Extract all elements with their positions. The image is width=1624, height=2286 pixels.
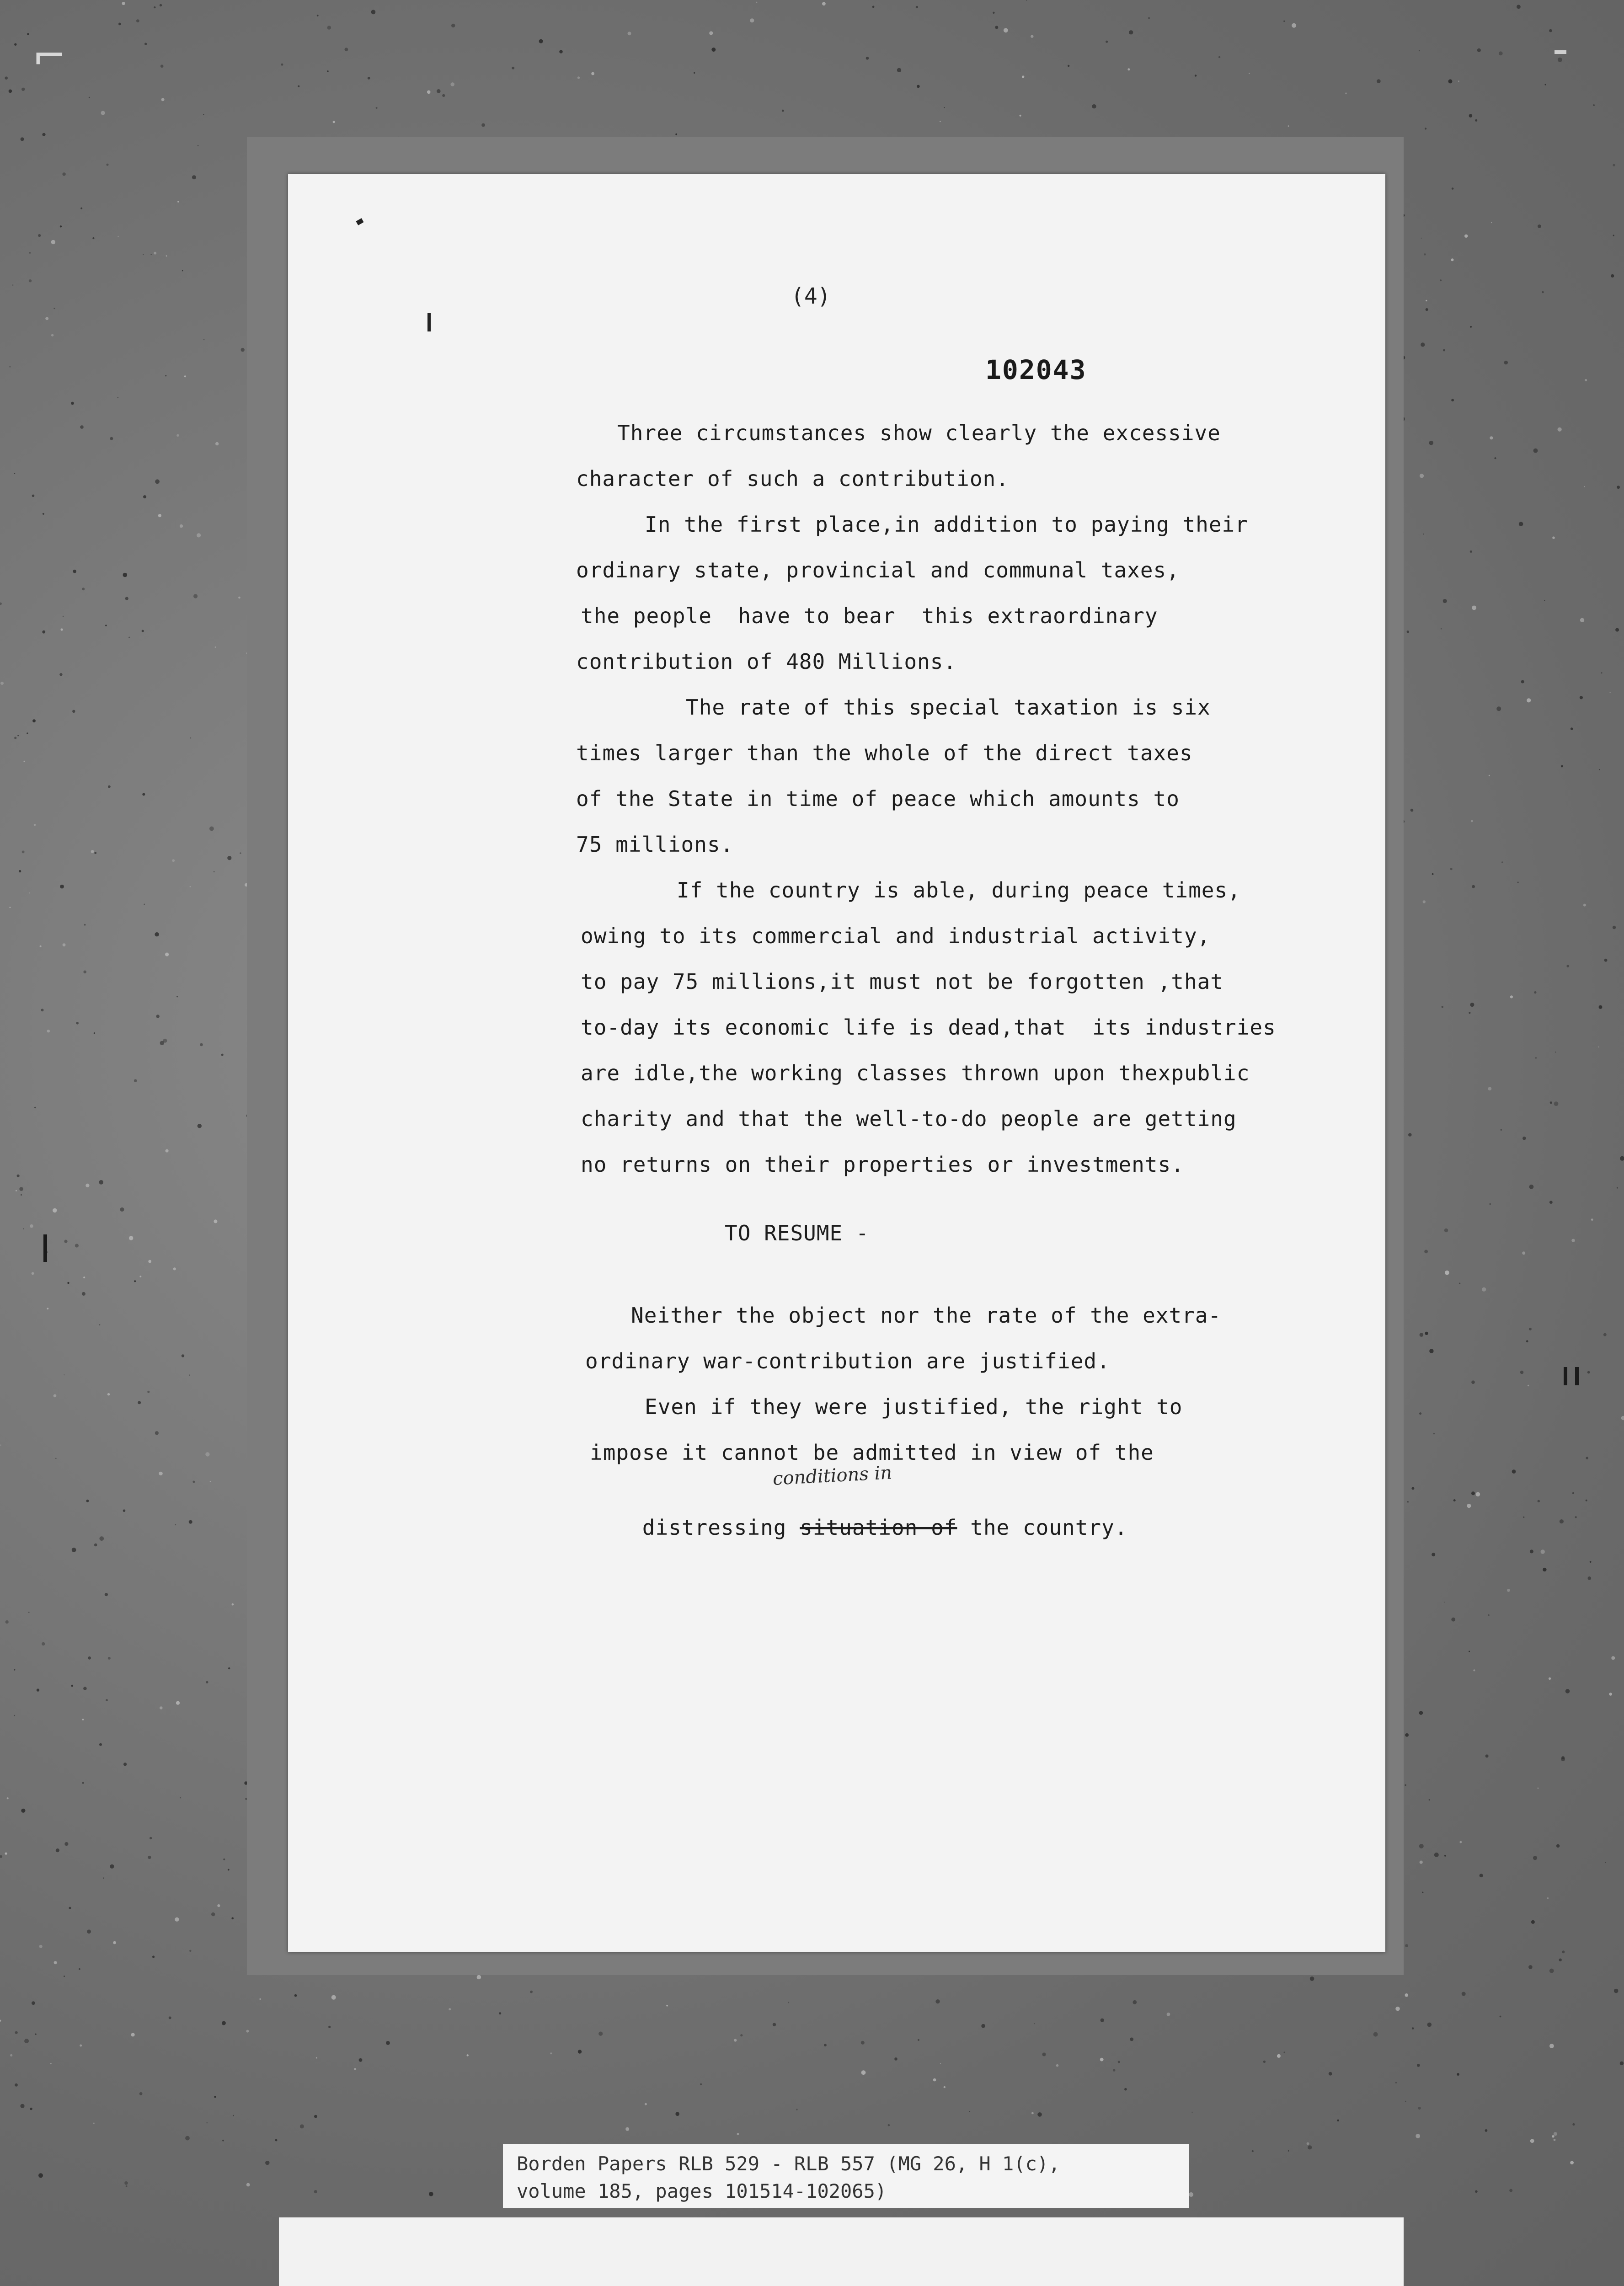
text-line: Three circumstances show clearly the excessive — [617, 421, 1221, 445]
citation-slip — [503, 2144, 1189, 2208]
text-line: character of such a contribution. — [576, 466, 1009, 491]
text-line: to-day its economic life is dead,that its industries — [581, 1015, 1276, 1040]
text-line: times larger than the whole of the direct taxes — [576, 741, 1193, 765]
text-line: ordinary state, provincial and communal taxes, — [576, 558, 1180, 582]
text-line: Even if they were justified, the right to — [645, 1394, 1183, 1419]
archives-label — [279, 2217, 1404, 2286]
text-fragment: the country. — [957, 1515, 1128, 1540]
text-line: If the country is able, during peace times, — [677, 878, 1241, 903]
handwritten-insertion: conditions in — [772, 1462, 893, 1490]
text-line: charity and that the well-to-do people are getting — [581, 1106, 1237, 1131]
edge-mark — [1575, 1367, 1579, 1385]
document-id-stamp: 102043 — [985, 354, 1087, 385]
edge-mark — [43, 1234, 47, 1262]
text-line: of the State in time of peace which amounts to — [576, 786, 1180, 811]
page-number: (4) — [791, 283, 831, 309]
text-line: to pay 75 millions,it must not be forgotten ,that — [581, 969, 1224, 994]
citation-line: Borden Papers RLB 529 - RLB 557 (MG 26, H 1(c), — [517, 2152, 1060, 2175]
text-fragment: distressing — [642, 1515, 800, 1540]
citation-line: volume 185, pages 101514-102065) — [517, 2180, 887, 2202]
ink-speck — [356, 218, 363, 225]
text-line: 75 millions. — [576, 832, 734, 857]
crop-mark-top-left: ⌐ — [32, 32, 67, 80]
text-line: the people have to bear this extraordinary — [581, 604, 1158, 628]
text-line: no returns on their properties or investments. — [581, 1152, 1184, 1177]
margin-mark — [427, 313, 431, 331]
text-line-with-correction — [590, 1490, 1128, 1565]
document-page — [288, 174, 1385, 1952]
text-line: ordinary war-contribution are justified. — [585, 1349, 1110, 1373]
text-line: owing to its commercial and industrial activity, — [581, 924, 1211, 948]
text-line: are idle,the working classes thrown upon thexpublic — [581, 1061, 1250, 1085]
edge-mark — [1564, 1367, 1567, 1385]
text-line: Neither the object nor the rate of the extra- — [631, 1303, 1222, 1328]
crop-mark-top-right — [1555, 50, 1566, 54]
section-heading: TO RESUME - — [725, 1221, 869, 1245]
struck-text: situation of — [800, 1515, 957, 1540]
text-line: impose it cannot be admitted in view of the — [590, 1440, 1154, 1465]
text-line: In the first place,in addition to paying their — [645, 512, 1248, 537]
text-line: contribution of 480 Millions. — [576, 649, 957, 674]
text-line: The rate of this special taxation is six — [686, 695, 1211, 720]
